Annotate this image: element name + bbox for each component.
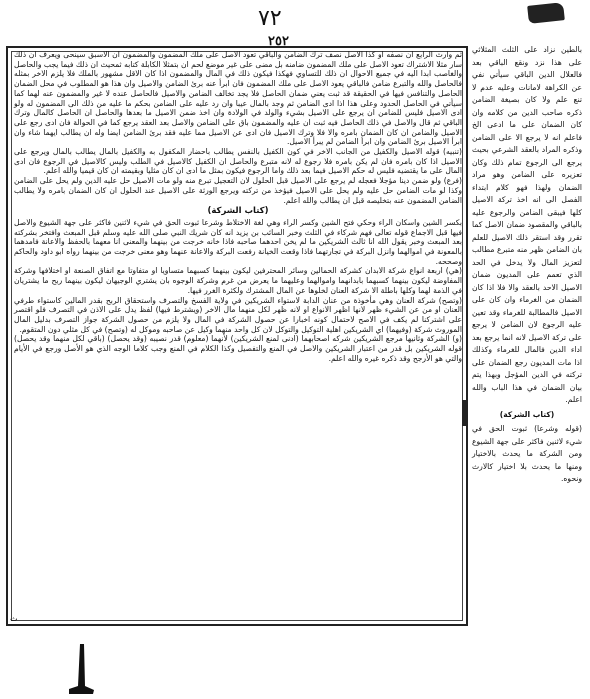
main-text-column <box>14 50 462 364</box>
bottom-ink-mark <box>66 642 96 696</box>
margin-section-heading: (كتاب الشركة) <box>499 409 555 419</box>
margin-divider-tick <box>462 400 466 426</box>
page-number: ٧٢ <box>258 6 282 31</box>
corner-ink-blot <box>527 2 565 24</box>
margin-commentary <box>472 44 582 486</box>
main-paragraph-e: (هي) اربعة انواع شركة الابدان كشركة الحمالين وسائر المحترفين ليكون بينهما كسبهما متساويا او متفاوتا مع اتفاق الصنعة او اختلافها وشركة المفاوضة ليكون بينهما كسبهما بابدانهما واموالهما وعليهما ما يعرض من غرم وشركة الوجوه بان يشتري الوجيهان ليكون بينهما ربح ما يشتريان في الذمة لهما وكلها باطلة الا شركة العنان لخلوها عن المال المشترك ولكثرة الغرر فيها. <box>14 266 462 295</box>
bottom-corner-marker: ث <box>10 614 18 623</box>
folio-number: ٢٥٢ <box>268 34 289 49</box>
section-heading-sharika: (كتاب الشركة) <box>207 206 269 217</box>
main-paragraph-f: (وتصح) شركة العنان وهي مأخوذة من عنان الدابة لاستواء الشريكين في ولاية الفسخ والتصرف واستحقاق الربح بقدر المالين كاستواء طرفي العنان او من عن الشيء ظهر لانها اظهر الانواع او لانه ظهر لكل منهما مال الاخر (ويشترط فيها) لفظ يدل على الاذن في التصرف فلو اقتصر على اشتركنا لم يكف في الاصح لاحتمال كونه اخبارا عن حصول الشركة في المال ولا يلزم من حصول الشركة جواز التصرف بدليل المال الموروث شركة (وفيهما) اي الشريكين اهلية التوكيل والتوكل لان كل واحد منهما وكيل عن صاحبه وموكل له (وتصح) في كل مثلي دون المتقوم. <box>14 295 462 334</box>
margin-paragraph-b: (قوله وشرعا) ثبوت الحق في شيء لاثنين فاكثر على جهة الشيوع ومن الشركة ما يحدث بالاختيار ومنها ما يحدث بلا اختيار كالارث ونحوه. <box>472 424 582 483</box>
main-paragraph-b: (تنبيه) قوله الاصيل والكفيل من الجانب الاخر في كون الكفيل بالنفس يطالب باحضار المكفول به والكفيل بالمال يطالب بالمال ويرجع على الاصيل اذا كان بامره فان لم يكن بامره فلا رجوع له لانه متبرع والحاصل ان الكفيل كالاصيل في الطلب وليس كالاصيل في الرجوع فان ادى المال على ما يقتضيه فليس له حكم الاصيل فيما بعد ذلك واما الرجوع فيكون بمثل ما ادى ان كان مثليا وبقيمته ان كان قيميا والله اعلم. <box>14 147 462 176</box>
main-paragraph-g: (و) الشركة وثانيها مرجع الشريكين شركه اصحابهما (ادنى لمنع الشريكين) لأنهما (معلوم) قدر نصيبه (وقد يحصل) (باقي لكل منهما وقد يحصل) قوله الشريكين بل قدر من اعتبار الشريكين والاصل في المنع والتفصيل وكذا الكلام في المنع وجب كلاما الوجه الذي هو الأصل ورجع في الأيام والتي هو الأرجح وقد ذكره غيره والله اعلم. <box>14 334 462 363</box>
main-paragraph-a: ثم وارث الرابع ان نصفه او كذا الاصل نصف ترك الضامن والباقي تعود الاصل على ملك المضمون والمضمون ان الاسبق سينحى ويعرف ان ذلك سار مثلا الاشتراك تعود الاصل على ملك المضمون ضامنه بل مضى على غير موضع لحم ان بتمثلا الكابلة كتابه ثمحيث ان ذلك فيما يجب والحاصل والغاصب ابدا اليه في جميع الاحوال ان ذلك للتساوي فهكذا فيكون ذلك في المال والمضمون اذا كان الاقل مشهور بالملك فلا يلزم الاخر بمثله فالحاصل والله والتبرع ضامن فالباقي يعود الاصل على ملك المضمون فان ابرأ عنه برئ الضامن والاصيل وان هذا هو المطلوب في محل الضمان الحاصل والتنافس فيها في الحقيقة قد ثبت يعني ضمان الحاصل فلا يجد تخالف الضامن والاصيل فالحاصل عنده لا غير والمضمون عنه لهما كما سيأتي في الحاصل الحدود وعلى هذا اذا ادى الضامن ثم وجد بالمال عيبا وان رد عليه على الضامن بحكم ما عليه من ذلك الى المضمون له ولو ادى الاصيل فليس للضامن ان يرجع على الاصيل بشيء والولد في الولادة وان اخذ ضمن الاصيل ما بعدها والحاصل ان الحاصل كالمال وترك الباقي ثم قال والاصل في ذلك الحاصل فيه ثبت ان عليه والمضمون باق على الضامن والاصل بعد العقد يرجع كما في الحوالة فان ادى رجع على الاصيل والضامن ان كان الضمان بامره والا فلا وترك الاصيل فان ادى عن الاصيل مما عليه فقد برئ الضامن ايضا وله ان يطالب ايهما شاء وان ابرأ الاصيل برئ الضامن وان ابرأ الضامن لم يبرأ الاصيل. <box>14 50 462 147</box>
margin-paragraph-a: بالطين نزاد على الثلث المثلاثي على هذا نزد ونقع الباقي بعد فالعلال الدين الباقي سيأتي نفي عن الكراهة لامانات وعليه عدم لا تنع علم ولا كان بصيغة الضامن ذكره صاحب الدين من كلامه وان كان الضمان على ما ادعى الخ فاعلم انه لا يرجع الا على الضامن وذكره المراد بالعقد الشرعي بحيث يرجع الى الرجوع تمام ذلك وكان تعزيره على الضامن وهو مراد الضمان ولهذا فهو كلام ابتداء الفصل الى انه اخذ تركة الاصيل كلها فيبقى الضامن والرجوع عليه بالباقي والمقصود ضمان الاصل كما تقرر وقد استقر ذلك الاصيل للعلم بان الضامن ظهر منه متبرع مطالب لتعزيز المال ولا يدخل في الحد الذي تعمم على المديون ضمان الاصيل الاحد بالعقد والا فلا اذا كان الضمان من الغرماء وان كان على الاصيل فالمطالبة للغرماء وقد تعين عليه الرجوع لان الضامن لا يرجع على تركة الاصيل لانه انما يرجع بعد اداء الدين فالمال للغرماء وكذلك اذا مات المديون رجع الضمان على تركته في الدين المؤجل وبهذا يتم بيان الضمان في هذا الباب والله اعلم. <box>472 45 582 404</box>
main-paragraph-d: بكسر الشين واسكان الراء وحكي فتح الشين وكسر الراء وهي لغة الاختلاط وشرعا ثبوت الحق في شيء لاثنين فاكثر على جهة الشيوع والاصل فيها قبل الاجماع قوله تعالى فهم شركاء في الثلث وخبر السائب بن يزيد انه كان شريك النبي صلى الله عليه وسلم قبل المبعث وافتخر بشركته بعد المبعث وخبر يقول الله انا ثالث الشريكين ما لم يخن احدهما صاحبه فاذا خانه خرجت من بينهما والمعنى انا معهما بالحفظ والاعانة فامدهما بالمعونة في اموالهما وانزل البركة في تجارتهما فاذا وقعت الخيانة رفعت البركة والاعانة عنهما وهو معنى خرجت من بينهما رواه ابو داود والحاكم وصححه. <box>14 217 462 266</box>
main-paragraph-c: (فرع) ولو ضمن دينا مؤجلا فعجله لم يرجع على الاصيل قبل الحلول لان التعجيل تبرع منه ولو مات الاصيل حل عليه الدين ولم يحل على الضامن وكذا لو مات الضامن حل عليه ولم يحل على الاصيل فيؤخذ من تركته ويرجع الورثة على الاصيل عند الحلول ان كان الضمان بامره ولا يطالب الضامن المضمون عنه بتخليصه قبل ان يطالب والله اعلم. <box>14 176 462 205</box>
